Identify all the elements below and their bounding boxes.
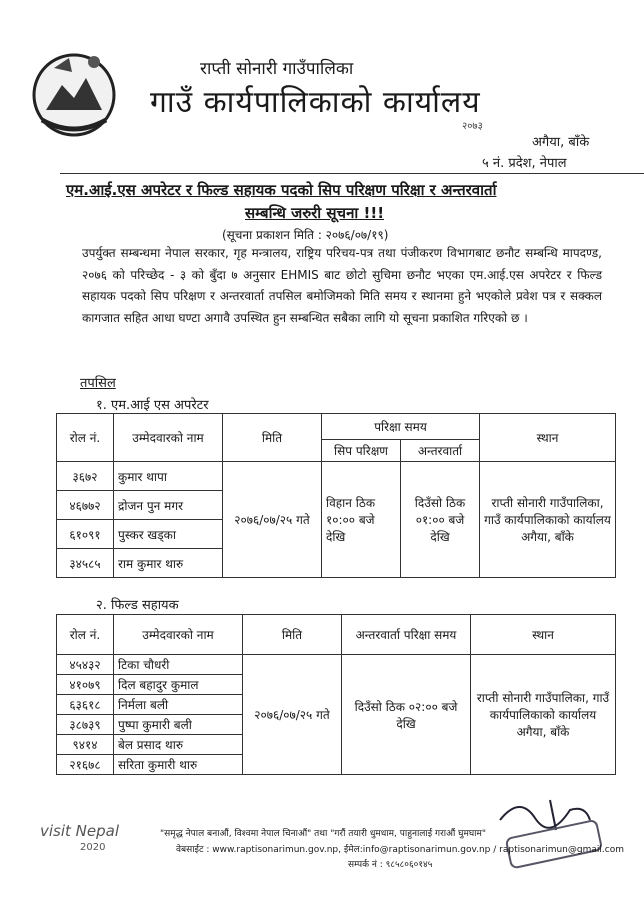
- name-cell: निर्मला बली: [114, 695, 243, 715]
- name-cell: दिल बहादुर कुमाल: [114, 675, 243, 695]
- visit-nepal-year: 2020: [80, 842, 106, 853]
- col-date: मिति: [243, 615, 342, 655]
- org-name-line1: राप्ती सोनारी गाउँपालिका: [200, 59, 354, 79]
- date-cell: २०७६/०७/२५ गते: [243, 655, 342, 775]
- roll-cell: ३८७३९: [57, 715, 114, 735]
- place-cell: राप्ती सोनारी गाउँपालिका, गाउँ कार्यपालिकाको कार्यालय अगैया, बाँके: [480, 462, 616, 578]
- name-cell: पुस्कर खड्का: [114, 520, 223, 549]
- address-line2: ५ नं. प्रदेश, नेपाल: [482, 156, 567, 171]
- mis-operator-table: [56, 413, 616, 578]
- roll-cell: ४५४३२: [57, 655, 114, 675]
- notice-title-line2: सम्बन्धि जरुरी सूचना !!!: [245, 204, 385, 222]
- date-cell: २०७६/०७/२५ गते: [223, 462, 322, 578]
- table-row: [57, 655, 616, 675]
- roll-cell: ६१०९१: [57, 520, 114, 549]
- col-date: मिति: [223, 414, 322, 462]
- col-name: उम्मेदवारको नाम: [114, 615, 243, 655]
- col-skill: सिप परिक्षण: [322, 440, 401, 462]
- col-place: स्थान: [471, 615, 616, 655]
- nepal-emblem-icon: [24, 40, 124, 140]
- roll-cell: ६३६१८: [57, 695, 114, 715]
- roll-cell: ९४१४: [57, 735, 114, 755]
- roll-cell: ४६७७२: [57, 491, 114, 520]
- footer-slogan: "समृद्ध नेपाल बनाऔं, विश्वमा नेपाल चिनाऔं" तथा "गरौं तयारी धुमधाम, पाहुनालाई गराऔं घुमघाम": [160, 829, 487, 839]
- interview-time-cell: दिउँसो ठिक ०१:०० बजे देखि: [401, 462, 480, 578]
- section2-heading: २. फिल्ड सहायक: [96, 598, 179, 613]
- col-roll: रोल नं.: [57, 615, 114, 655]
- signature-stamp-icon: [490, 790, 610, 870]
- col-roll: रोल नं.: [57, 414, 114, 462]
- table-row: [57, 462, 616, 491]
- name-cell: बेल प्रसाद थारु: [114, 735, 243, 755]
- name-cell: राम कुमार थारु: [114, 549, 223, 578]
- publication-date: (सूचना प्रकाशन मिति : २०७६/०७/१९): [222, 228, 389, 242]
- col-interview-exam-time: अन्तरवार्ता परिक्षा समय: [342, 615, 471, 655]
- footer-web-email: वेबसाईट : www.raptisonarimun.gov.np, ईमेल:info@raptisonarimun.gov.np / raptisonarimun@gmail.com: [176, 845, 624, 855]
- name-cell: सरिता कुमारी थारु: [114, 755, 243, 775]
- section1-heading: १. एम.आई एस अपरेटर: [96, 398, 209, 413]
- skill-time-cell: विहान ठिक १०:०० बजे देखि: [322, 462, 401, 578]
- name-cell: द्रोजन पुन मगर: [114, 491, 223, 520]
- org-name-line2: गाउँ कार्यपालिकाको कार्यालय: [150, 85, 481, 120]
- name-cell: कुमार थापा: [114, 462, 223, 491]
- address-line1: अगैया, बाँके: [532, 135, 590, 150]
- footer-phone: सम्पर्क नं : ९८५८०६०१४५: [348, 860, 433, 870]
- roll-cell: ३६७२: [57, 462, 114, 491]
- col-name: उम्मेदवारको नाम: [114, 414, 223, 462]
- place-cell: राप्ती सोनारी गाउँपालिका, गाउँ कार्यपालिकाको कार्यालय अगैया, बाँके: [471, 655, 616, 775]
- visit-nepal-logo: visit Nepal: [40, 822, 120, 840]
- notice-title-line1: एम.आई.एस अपरेटर र फिल्ड सहायक पदको सिप परिक्षण परिक्षा र अन्तरवार्ता: [66, 181, 497, 199]
- field-assistant-table: [56, 614, 616, 775]
- header-divider: [60, 173, 644, 174]
- col-place: स्थान: [480, 414, 616, 462]
- col-interview: अन्तरवार्ता: [401, 440, 480, 462]
- roll-cell: ४१०७९: [57, 675, 114, 695]
- name-cell: पुष्पा कुमारी बली: [114, 715, 243, 735]
- notice-body: उपर्युक्त सम्बन्धमा नेपाल सरकार, गृह मन्त्रालय, राष्ट्रिय परिचय-पत्र तथा पंजीकरण विभागबाट छनौट सम्बन्धि मापदण्ड, २०७६ को परिच्छेद - ३ को बुँदा ७ अनुसार EHMIS बाट छोटो सुचिमा छनौट भएका एम.आई.एस अपरेटर र फिल्ड सहायक पदको सिप परिक्षण र अन्तरवार्ता तपसिल बमोजिमको मिति समय र स्थानमा हुने भएकोले प्रवेश पत्र र सक्कल कागजात सहित आधा घण्टा अगावै उपस्थित हुन सम्बन्धित सबैका लागि यो सूचना प्रकाशित गरिएको छ ।: [82, 246, 602, 325]
- roll-cell: ३४५८५: [57, 549, 114, 578]
- roll-cell: २१६७८: [57, 755, 114, 775]
- col-exam-time: परिक्षा समय: [322, 414, 480, 440]
- registration-number: २०७३: [462, 121, 483, 132]
- time-cell: दिउँसो ठिक ०२:०० बजे देखि: [342, 655, 471, 775]
- tapsil-heading: तपसिल: [80, 376, 116, 391]
- name-cell: टिका चौधरी: [114, 655, 243, 675]
